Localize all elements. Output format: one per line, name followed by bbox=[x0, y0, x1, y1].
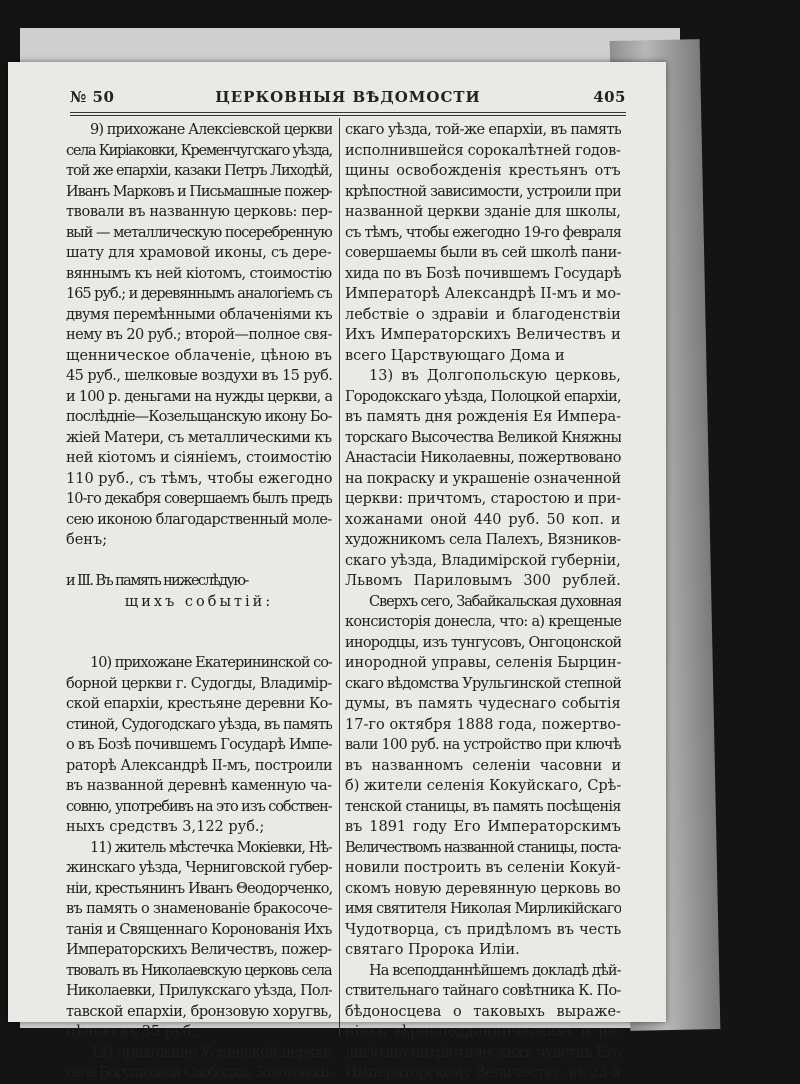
text-line: сею иконою благодарственный моле- bbox=[66, 511, 332, 528]
text-line: жинскаго уѣзда, Черниговской губер- bbox=[66, 860, 332, 876]
text-line: 13) въ Долгопольскую церковь, bbox=[369, 368, 621, 384]
text-line: Николаевки, Прилукскаго уѣзда, Пол- bbox=[66, 983, 332, 999]
text-line: лебствіе о здравіи и благоденствіи bbox=[345, 306, 621, 323]
text-line: въ память о знаменованіе бракосоче- bbox=[66, 901, 332, 917]
text-line: скаго уѣзда, той-же епархіи, въ память bbox=[345, 122, 621, 138]
text-line: ней кіотомъ и сіяніемъ, стоимостію bbox=[66, 450, 332, 466]
text-line: совню, употребивъ на это изъ собствен- bbox=[66, 798, 332, 815]
text-line: ніяхъ вѣрноподданническихъ и ре- bbox=[345, 1024, 621, 1040]
text-line: хида по въ Бозѣ почившемъ Государѣ bbox=[345, 265, 621, 282]
text-line: и III. Въ память нижеслѣдую- bbox=[66, 573, 248, 589]
text-line: инородной управы, селенія Бырцин- bbox=[345, 655, 621, 671]
issue-number: № 50 bbox=[70, 88, 115, 106]
text-line: тавской епархіи, бронзовую хоругвь, bbox=[66, 1003, 332, 1020]
text-line: бѣдоносцева о таковыхъ выраже- bbox=[345, 1003, 621, 1020]
text-line: 165 руб.; и деревяннымъ аналогіемъ съ bbox=[66, 286, 332, 302]
text-line: Величествомъ названной станицы, поста- bbox=[345, 839, 621, 856]
text-line: села Киріаковки, Кременчугскаго уѣзда, bbox=[66, 142, 332, 159]
text-line: твовалъ въ Николаевскую церковь села bbox=[66, 962, 332, 979]
text-line: святаго Пророка Иліи. bbox=[345, 942, 520, 958]
text-line: совершаемы были въ сей школѣ пани- bbox=[345, 245, 621, 261]
text-line: 12) прихожане Успенской церкви bbox=[90, 1044, 332, 1061]
text-line: ныхъ средствъ 3,122 руб.; bbox=[66, 819, 265, 835]
text-line: Львомъ Париловымъ 300 рублей. bbox=[345, 573, 621, 589]
text-line: всего Царствующаго Дома и bbox=[345, 347, 565, 364]
document-page bbox=[8, 62, 666, 1081]
journal-title: ЦЕРКОВНЫЯ ВѢДОМОСТИ bbox=[215, 88, 481, 106]
text-line: двумя перемѣнными облаченіями къ bbox=[66, 306, 332, 323]
text-line: жіей Матери, съ металлическими къ bbox=[66, 429, 332, 446]
right-column bbox=[345, 120, 621, 1084]
text-line: той же епархіи, казаки Петръ Лиходѣй, bbox=[66, 163, 332, 179]
text-line bbox=[66, 551, 332, 572]
text-line: щины освобожденія крестьянъ отъ bbox=[345, 163, 621, 179]
text-line: названной церкви зданіе для школы, bbox=[345, 204, 621, 220]
column-divider bbox=[339, 118, 340, 1036]
text-line: Императорѣ Александрѣ II-мъ и мо- bbox=[345, 286, 621, 302]
text-line: вяннымъ къ ней кіотомъ, стоимостію bbox=[66, 265, 332, 282]
text-line: щихъ событій: bbox=[124, 593, 274, 610]
left-column bbox=[66, 120, 332, 1084]
text-line: Императорскихъ Величествъ, пожер- bbox=[66, 942, 332, 958]
text-line: крѣпостной зависимости, устроили при bbox=[345, 183, 621, 200]
text-line: Иванъ Марковъ и Письмашные пожер- bbox=[66, 183, 332, 200]
text-line bbox=[66, 633, 332, 654]
text-line: въ 1891 году Его Императорскимъ bbox=[345, 819, 621, 835]
text-line: въ память дня рожденія Ея Импера- bbox=[345, 409, 621, 425]
text-line: 9) прихожане Алексіевской церкви bbox=[90, 122, 332, 138]
text-line: 10-го декабря совершаемъ былъ предъ bbox=[66, 491, 332, 507]
text-line: шату для храмовой иконы, съ дере- bbox=[66, 245, 332, 261]
text-line: села Богушковой Слободки, Золотонош- bbox=[66, 1065, 332, 1081]
text-line: б) жители селенія Кокуйскаго, Срѣ- bbox=[345, 778, 621, 794]
text-line: скаго вѣдомства Урульгинской степной bbox=[345, 675, 621, 692]
text-line: въ названномъ селеніи часовни и bbox=[345, 757, 621, 774]
text-line: раторѣ Александрѣ II-мъ, построили bbox=[66, 757, 332, 774]
text-line: въ названной деревнѣ каменную ча- bbox=[66, 778, 332, 794]
text-line: 17-го октября 1888 года, пожертво- bbox=[345, 716, 621, 733]
text-line: хожанами оной 440 руб. 50 коп. и bbox=[345, 511, 621, 528]
running-head bbox=[70, 88, 626, 110]
text-line: имя святителя Николая Мирликійскаго bbox=[345, 901, 621, 917]
text-line: ствительнаго тайнаго совѣтника К. По- bbox=[345, 983, 621, 999]
text-line: на покраску и украшеніе означенной bbox=[345, 470, 621, 487]
text-line: 45 руб., шелковые воздухи въ 15 руб. bbox=[66, 368, 332, 384]
text-line: Императорскому Величеству, въ 23-й bbox=[345, 1065, 621, 1081]
text-line: Анастасіи Николаевны, пожертвовано bbox=[345, 450, 621, 466]
text-line: новили построить въ селеніи Кокуй- bbox=[345, 860, 621, 876]
text-line: танія и Священнаго Коронованія Ихъ bbox=[66, 921, 332, 938]
text-line bbox=[66, 612, 332, 633]
text-line: инородцы, изъ тунгусовъ, Онгоцонской bbox=[345, 634, 621, 651]
text-line: твовали въ названную церковь: пер- bbox=[66, 204, 332, 220]
text-line: скаго уѣзда, Владимірской губерніи, bbox=[345, 552, 621, 569]
text-line: ской епархіи, крестьяне деревни Ко- bbox=[66, 696, 332, 712]
text-line: тенской станицы, въ память посѣщенія bbox=[345, 798, 621, 815]
text-line: 10) прихожане Екатерининской со- bbox=[90, 655, 332, 671]
text-line: художникомъ села Палехъ, Вязников- bbox=[345, 532, 621, 548]
text-line: вый — металлическую посеребренную bbox=[66, 224, 332, 241]
text-line: Ихъ Императорскихъ Величествъ и bbox=[345, 327, 621, 343]
text-line: цѣною въ 35 руб.; bbox=[66, 1024, 201, 1040]
text-line: ніи, крестьянинъ Иванъ Θеодорченко, bbox=[66, 880, 332, 897]
text-line: думы, въ память чудеснаго событія bbox=[345, 696, 621, 712]
text-line: Чудотворца, съ придѣломъ въ честь bbox=[345, 921, 621, 938]
text-line: На всеподданнѣйшемъ докладѣ дѣй- bbox=[369, 962, 621, 979]
text-line: торскаго Высочества Великой Княжны bbox=[345, 429, 621, 446]
text-line: о въ Бозѣ почившемъ Государѣ Импе- bbox=[66, 737, 332, 753]
page-number: 405 bbox=[593, 88, 626, 106]
text-line: церкви: причтомъ, старостою и при- bbox=[345, 491, 621, 507]
text-line: съ тѣмъ, чтобы ежегодно 19-го февраля bbox=[345, 224, 621, 241]
text-line: 11) житель мѣстечка Мокіевки, Нѣ- bbox=[90, 839, 332, 856]
header-rule bbox=[70, 112, 626, 116]
text-line: и 100 р. деньгами на нужды церкви, а bbox=[66, 388, 332, 405]
text-line: скомъ новую деревянную церковь во bbox=[345, 880, 621, 897]
text-line: вали 100 руб. на устройство при ключѣ bbox=[345, 737, 621, 753]
text-line: послѣдніе—Козельщанскую икону Бо- bbox=[66, 409, 332, 425]
text-line: Сверхъ сего, Забайкальская духовная bbox=[369, 593, 621, 610]
text-line: Городокскаго уѣзда, Полоцкой епархіи, bbox=[345, 388, 621, 405]
text-line: лигіозно-патріотическихъ чувствъ Его bbox=[345, 1044, 621, 1061]
text-line: нему въ 20 руб.; второй—полное свя- bbox=[66, 327, 332, 343]
text-line: борной церкви г. Судогды, Владимір- bbox=[66, 675, 332, 692]
text-line: щенническое облаченіе, цѣною въ bbox=[66, 347, 332, 364]
text-line: исполнившейся сорокалѣтней годов- bbox=[345, 142, 621, 159]
text-line: консисторія донесла, что: а) крещеные bbox=[345, 614, 621, 630]
text-line: стиной, Судогодскаго уѣзда, въ память bbox=[66, 716, 332, 733]
text-line: бенъ; bbox=[66, 532, 108, 548]
text-line: 110 руб., съ тѣмъ, чтобы ежегодно bbox=[66, 470, 332, 487]
